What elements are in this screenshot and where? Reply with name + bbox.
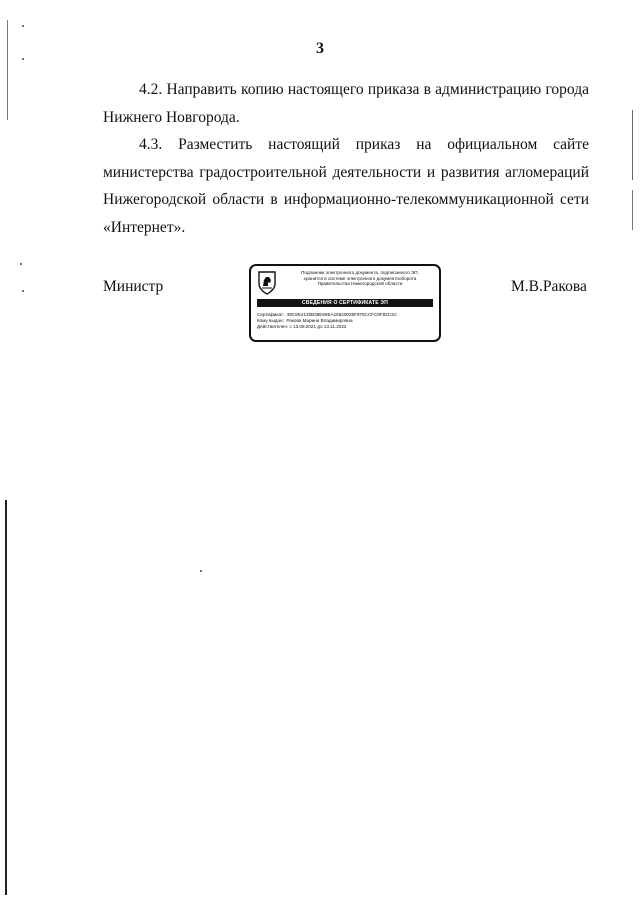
stamp-header-line: Правительства Нижегородской области <box>317 281 403 287</box>
stamp-header <box>281 270 439 287</box>
scan-edge-left-top <box>7 20 8 120</box>
valid-label: Действителен: <box>257 324 289 329</box>
signer-name: М.В.Ракова <box>511 278 587 295</box>
valid-value: с 13.08.2021 до 13.11.2022 <box>289 324 347 329</box>
scan-speck <box>22 58 24 60</box>
coat-of-arms-icon <box>257 271 277 295</box>
certificate-label: Сертификат: <box>257 312 285 317</box>
signer-title: Министр <box>103 278 164 295</box>
certificate-details <box>257 312 437 330</box>
scan-speck <box>22 25 24 27</box>
scan-speck <box>200 570 202 572</box>
issued-to-value: Ракова Марина Владимировна <box>286 318 353 323</box>
scan-edge-right <box>632 110 633 180</box>
paragraph-4-3: 4.3. Разместить настоящий приказ на официальном сайте министерства градостроительной деятельности и развития агломераций Нижегородской области в информационно-телекоммуникационной сети «Интернет». <box>103 136 589 236</box>
scan-speck <box>22 290 24 292</box>
certificate-info-band: СВЕДЕНИЯ О СЕРТИФИКАТЕ ЭП <box>257 299 433 307</box>
stamp-header-line: Подлинник электронного документа, подписанного ЭП, <box>301 270 419 275</box>
certificate-value: 39C8E4130B38E59EA18520035F975CCFC9F92C3C <box>286 312 397 317</box>
paragraph-4-2: 4.2. Направить копию настоящего приказа в администрацию города Нижнего Новгорода. <box>103 81 589 126</box>
issued-to-label: Кому выдан: <box>257 318 284 323</box>
page-number: 3 <box>316 40 324 57</box>
electronic-signature-stamp <box>249 264 441 342</box>
stamp-header-line: хранится в системе электронного документооборота <box>303 275 417 281</box>
scan-speck <box>20 263 22 265</box>
scan-edge-right-2 <box>632 190 633 230</box>
scan-edge-left <box>5 500 7 895</box>
